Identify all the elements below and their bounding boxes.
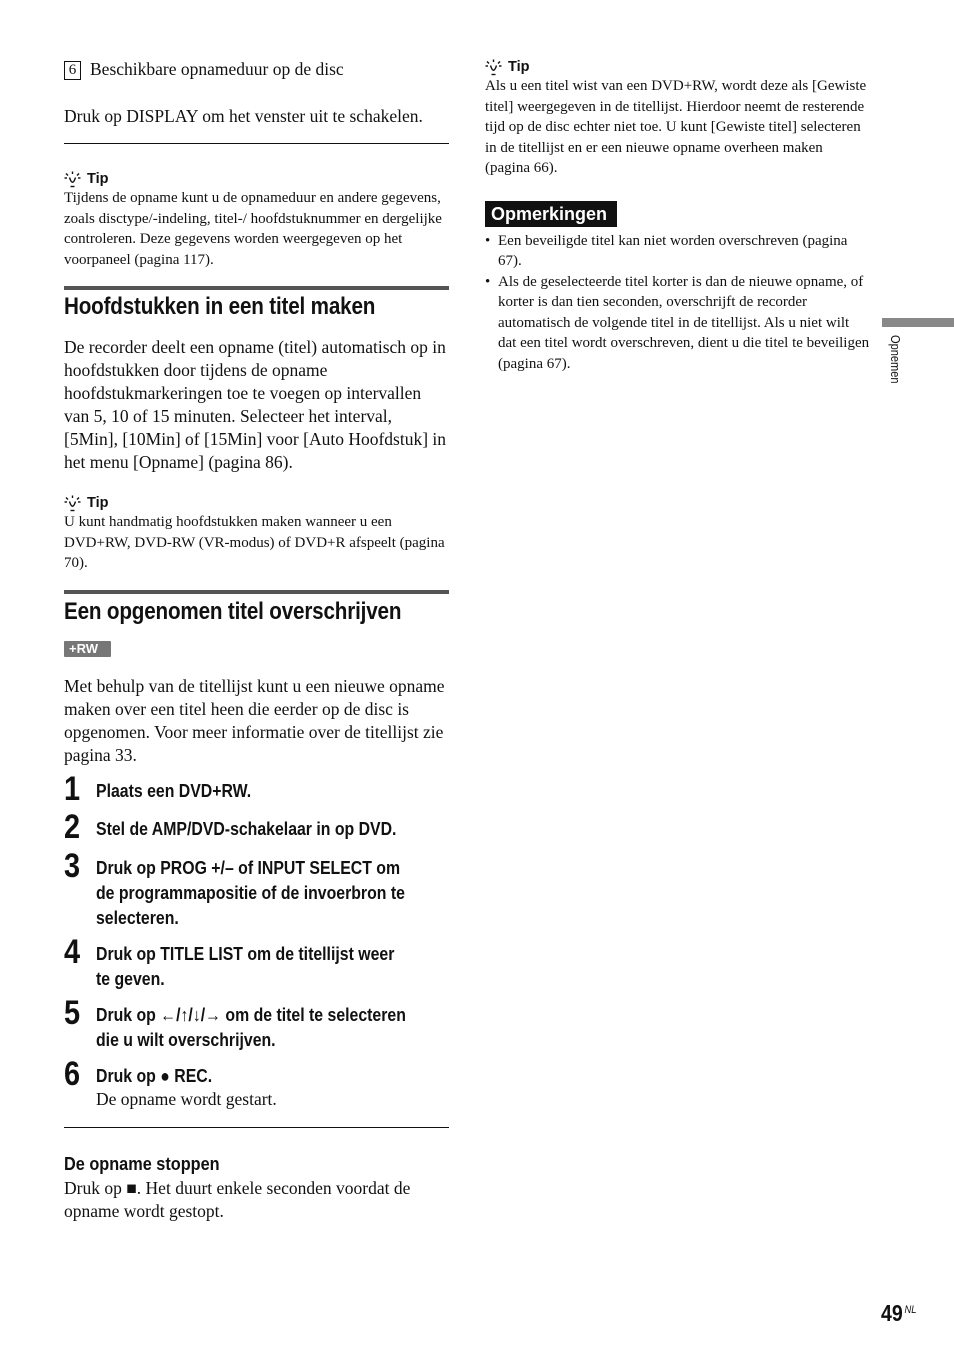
page-number-value: 49 — [881, 1300, 903, 1326]
intro-item-text: Beschikbare opnameduur op de disc — [90, 59, 344, 79]
section-rule — [64, 590, 449, 594]
step-4 — [64, 932, 449, 992]
stop-heading: De opname stoppen — [64, 1152, 220, 1174]
intro-paragraph: Druk op DISPLAY om het venster uit te schakelen. — [64, 106, 423, 126]
tip-block-2 — [64, 494, 449, 574]
stop-text-b: . Het duurt enkele seconden voordat de opname wordt gestopt. — [64, 1177, 411, 1221]
divider — [64, 1127, 449, 1128]
tip-heading — [64, 170, 449, 188]
format-badge: +RW — [64, 641, 111, 657]
step-number: 1 — [64, 769, 81, 808]
arrow-keys-icon: ←/↑/↓/→ — [160, 1004, 222, 1025]
step-text: Druk op PROG +/– of INPUT SELECT om de programmapositie of de invoerbron te selecteren. — [96, 857, 405, 928]
tip-heading — [485, 58, 870, 76]
notes-block — [485, 201, 870, 375]
step-number: 2 — [64, 807, 81, 846]
step-1 — [64, 769, 449, 808]
step-text — [96, 1064, 448, 1089]
tip-heading — [64, 494, 449, 512]
step-5 — [64, 993, 449, 1053]
tip-block-1 — [64, 170, 449, 270]
item-number-box: 6 — [64, 61, 81, 80]
stop-paragraph — [64, 1177, 449, 1223]
sidebar-tab-bar — [882, 318, 954, 327]
list-item: • Als de geselecteerde titel korter is dan de nieuwe opname, of korter is dan tien seconden, overschrijft de recorder automatisch de volgende titel in de titellijst. Als u niet wilt dat een titel wordt overschreven, dient u die titel te beveiligen (pagina 67). — [485, 272, 870, 375]
step-text-b: om de titel te selecteren die u wilt overschrijven. — [96, 1004, 406, 1050]
step-number: 4 — [64, 932, 81, 971]
divider — [64, 143, 449, 144]
step-6 — [64, 1054, 449, 1111]
lightbulb-icon — [64, 171, 81, 188]
section-rule — [64, 286, 449, 290]
list-item: • Een beveiligde titel kan niet worden overschreven (pagina 67). — [485, 231, 870, 272]
section-title: Een opgenomen titel overschrijven — [64, 597, 402, 625]
record-icon: ● — [160, 1065, 170, 1086]
stop-text-a: Druk op — [64, 1177, 122, 1198]
tip-text: U kunt handmatig hoofdstukken maken wanneer u een DVD+RW, DVD-RW (VR-modus) of DVD+R afspeelt (pagina 70). — [64, 514, 445, 571]
step-text-b: REC. — [174, 1065, 213, 1086]
section-paragraph: Met behulp van de titellijst kunt u een nieuwe opname maken over een titel heen die eerder op de disc is opgenomen. Voor meer informatie over de titellijst zie pagina 33. — [64, 675, 445, 765]
tip-block-3 — [485, 58, 870, 179]
step-text: Plaats een DVD+RW. — [96, 780, 252, 801]
lightbulb-icon — [485, 59, 502, 76]
right-column — [485, 58, 870, 374]
step-6-content — [96, 1064, 496, 1111]
notes-heading: Opmerkingen — [485, 201, 617, 227]
tip-label: Tip — [508, 59, 530, 75]
sidebar-label: Opnemen — [888, 335, 903, 384]
step-text-a: Druk op — [96, 1004, 156, 1025]
step-text-a: Druk op — [96, 1065, 156, 1086]
step-text: Druk op TITLE LIST om de titellijst weer te geven. — [96, 943, 395, 989]
step-text: Stel de AMP/DVD-schakelaar in op DVD. — [96, 818, 397, 839]
notes-list — [485, 231, 870, 375]
page-number — [881, 1300, 916, 1327]
format-badge-row — [64, 640, 449, 658]
sidebar-tab — [885, 335, 905, 415]
step-subtext: De opname wordt gestart. — [96, 1088, 277, 1109]
step-3 — [64, 846, 449, 931]
tip-label: Tip — [87, 171, 109, 187]
tip-label: Tip — [87, 495, 109, 511]
step-number: 3 — [64, 846, 81, 885]
section-paragraph: De recorder deelt een opname (titel) automatisch op in hoofdstukken door tijdens de opname hoofdstukmarkeringen toe te voegen op intervallen van 5, 10 of 15 minuten. Selecteer het interval, [5Min], [10Min] of [15Min] voor [Auto Hoofdstuk] in het menu [Opname] (pagina 86). — [64, 337, 447, 472]
page-suffix: NL — [904, 1304, 917, 1316]
intro-item — [64, 58, 449, 81]
tip-text: Als u een titel wist van een DVD+RW, wordt deze als [Gewiste titel] weergegeven in de titellijst. Hierdoor neemt de resterende tijd op de disc echter niet toe. U kunt [Gewiste titel] selecteren in de titellijst en er een nieuwe opname overheen maken (pagina 66). — [485, 78, 867, 176]
left-column — [64, 58, 449, 1223]
step-number: 5 — [64, 993, 81, 1032]
section-title: Hoofdstukken in een titel maken — [64, 293, 376, 320]
tip-text: Tijdens de opname kunt u de opnameduur en andere gegevens, zoals disctype/-indeling, titel-/ hoofdstuknummer en dergelijke controleren. Deze gegevens worden weergegeven op het voorpaneel (pagina 117). — [64, 190, 442, 268]
steps-list — [64, 769, 449, 1111]
lightbulb-icon — [64, 495, 81, 512]
step-2 — [64, 807, 449, 846]
step-number: 6 — [64, 1054, 81, 1093]
step-text — [96, 1003, 407, 1053]
stop-icon: ■ — [126, 1177, 137, 1198]
